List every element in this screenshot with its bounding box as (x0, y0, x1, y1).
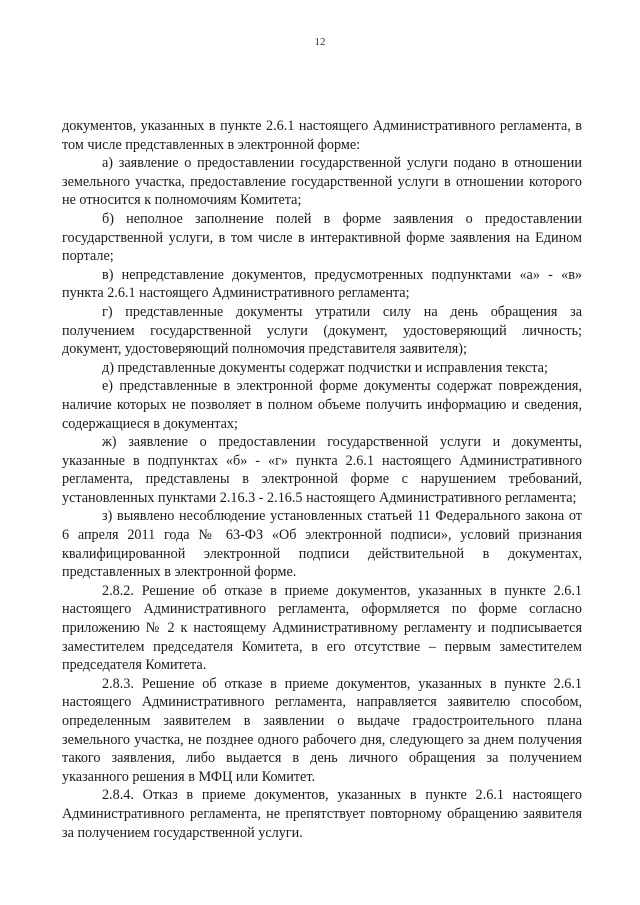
paragraph: г) представленные документы утратили силу на день обращения за получением государственной услуги (документ, удостоверяющий личность; документ, удостоверяющий полномочия представителя заявителя); (62, 303, 582, 358)
paragraph: 2.8.3. Решение об отказе в приеме документов, указанных в пункте 2.6.1 настоящего Административного регламента, направляется заявителю способом, определенным заявителем в заявлении о выдаче градостроительного плана земельного участка, не позднее одного рабочего дня, следующего за днем получения такого заявления, либо выдается в день личного обращения за получением указанного решения в МФЦ или Комитет. (62, 675, 582, 785)
paragraph: а) заявление о предоставлении государственной услуги подано в отношении земельного участка, предоставление государственной услуги в отношении которого не относится к полномочиям Комитета; (62, 155, 582, 209)
paragraph: е) представленные в электронной форме документы содержат повреждения, наличие которых не позволяет в полном объеме получить информацию и сведения, содержащиеся в документах; (62, 378, 582, 432)
paragraph: з) выявлено несоблюдение установленных статьей 11 Федерального закона от 6 апреля 2011 года № 63-ФЗ «Об электронной подписи», условий признания квалифицированной электронной подписи действительной в документах, представленных в электронной форме. (62, 508, 582, 581)
paragraph: 2.8.4. Отказ в приеме документов, указанных в пункте 2.6.1 настоящего Административного регламента, не препятствует повторному обращению заявителя за получением государственной услуги. (62, 787, 582, 841)
paragraph: в) непредставление документов, предусмотренных подпунктами «а» - «в» пункта 2.6.1 настоящего Административного регламента; (62, 266, 582, 302)
paragraph: д) представленные документы содержат подчистки и исправления текста; (102, 359, 548, 376)
paragraph: документов, указанных в пункте 2.6.1 настоящего Административного регламента, в том числе представленных в электронной форме: (62, 118, 582, 153)
paragraph: ж) заявление о предоставлении государственной услуги и документы, указанные в подпунктах «б» - «г» пункта 2.6.1 настоящего Административного регламента, представлены в электронной форме с нарушением требований, установленных пунктами 2.16.3 - 2.16.5 настоящего Административного регламента; (62, 434, 582, 506)
paragraph: 2.8.2. Решение об отказе в приеме документов, указанных в пункте 2.6.1 настоящего Административного регламента, оформляется по форме согласно приложению № 2 к настоящему Административному регламенту и подписывается заместителем председателя Комитета, в его отсутствие – первым заместителем председателя Комитета. (62, 582, 582, 674)
paragraph: б) неполное заполнение полей в форме заявления о предоставлении государственной услуги, в том числе в интерактивной форме заявления на Едином портале; (62, 210, 582, 265)
document-body (62, 117, 582, 842)
page-number: 12 (314, 36, 326, 48)
